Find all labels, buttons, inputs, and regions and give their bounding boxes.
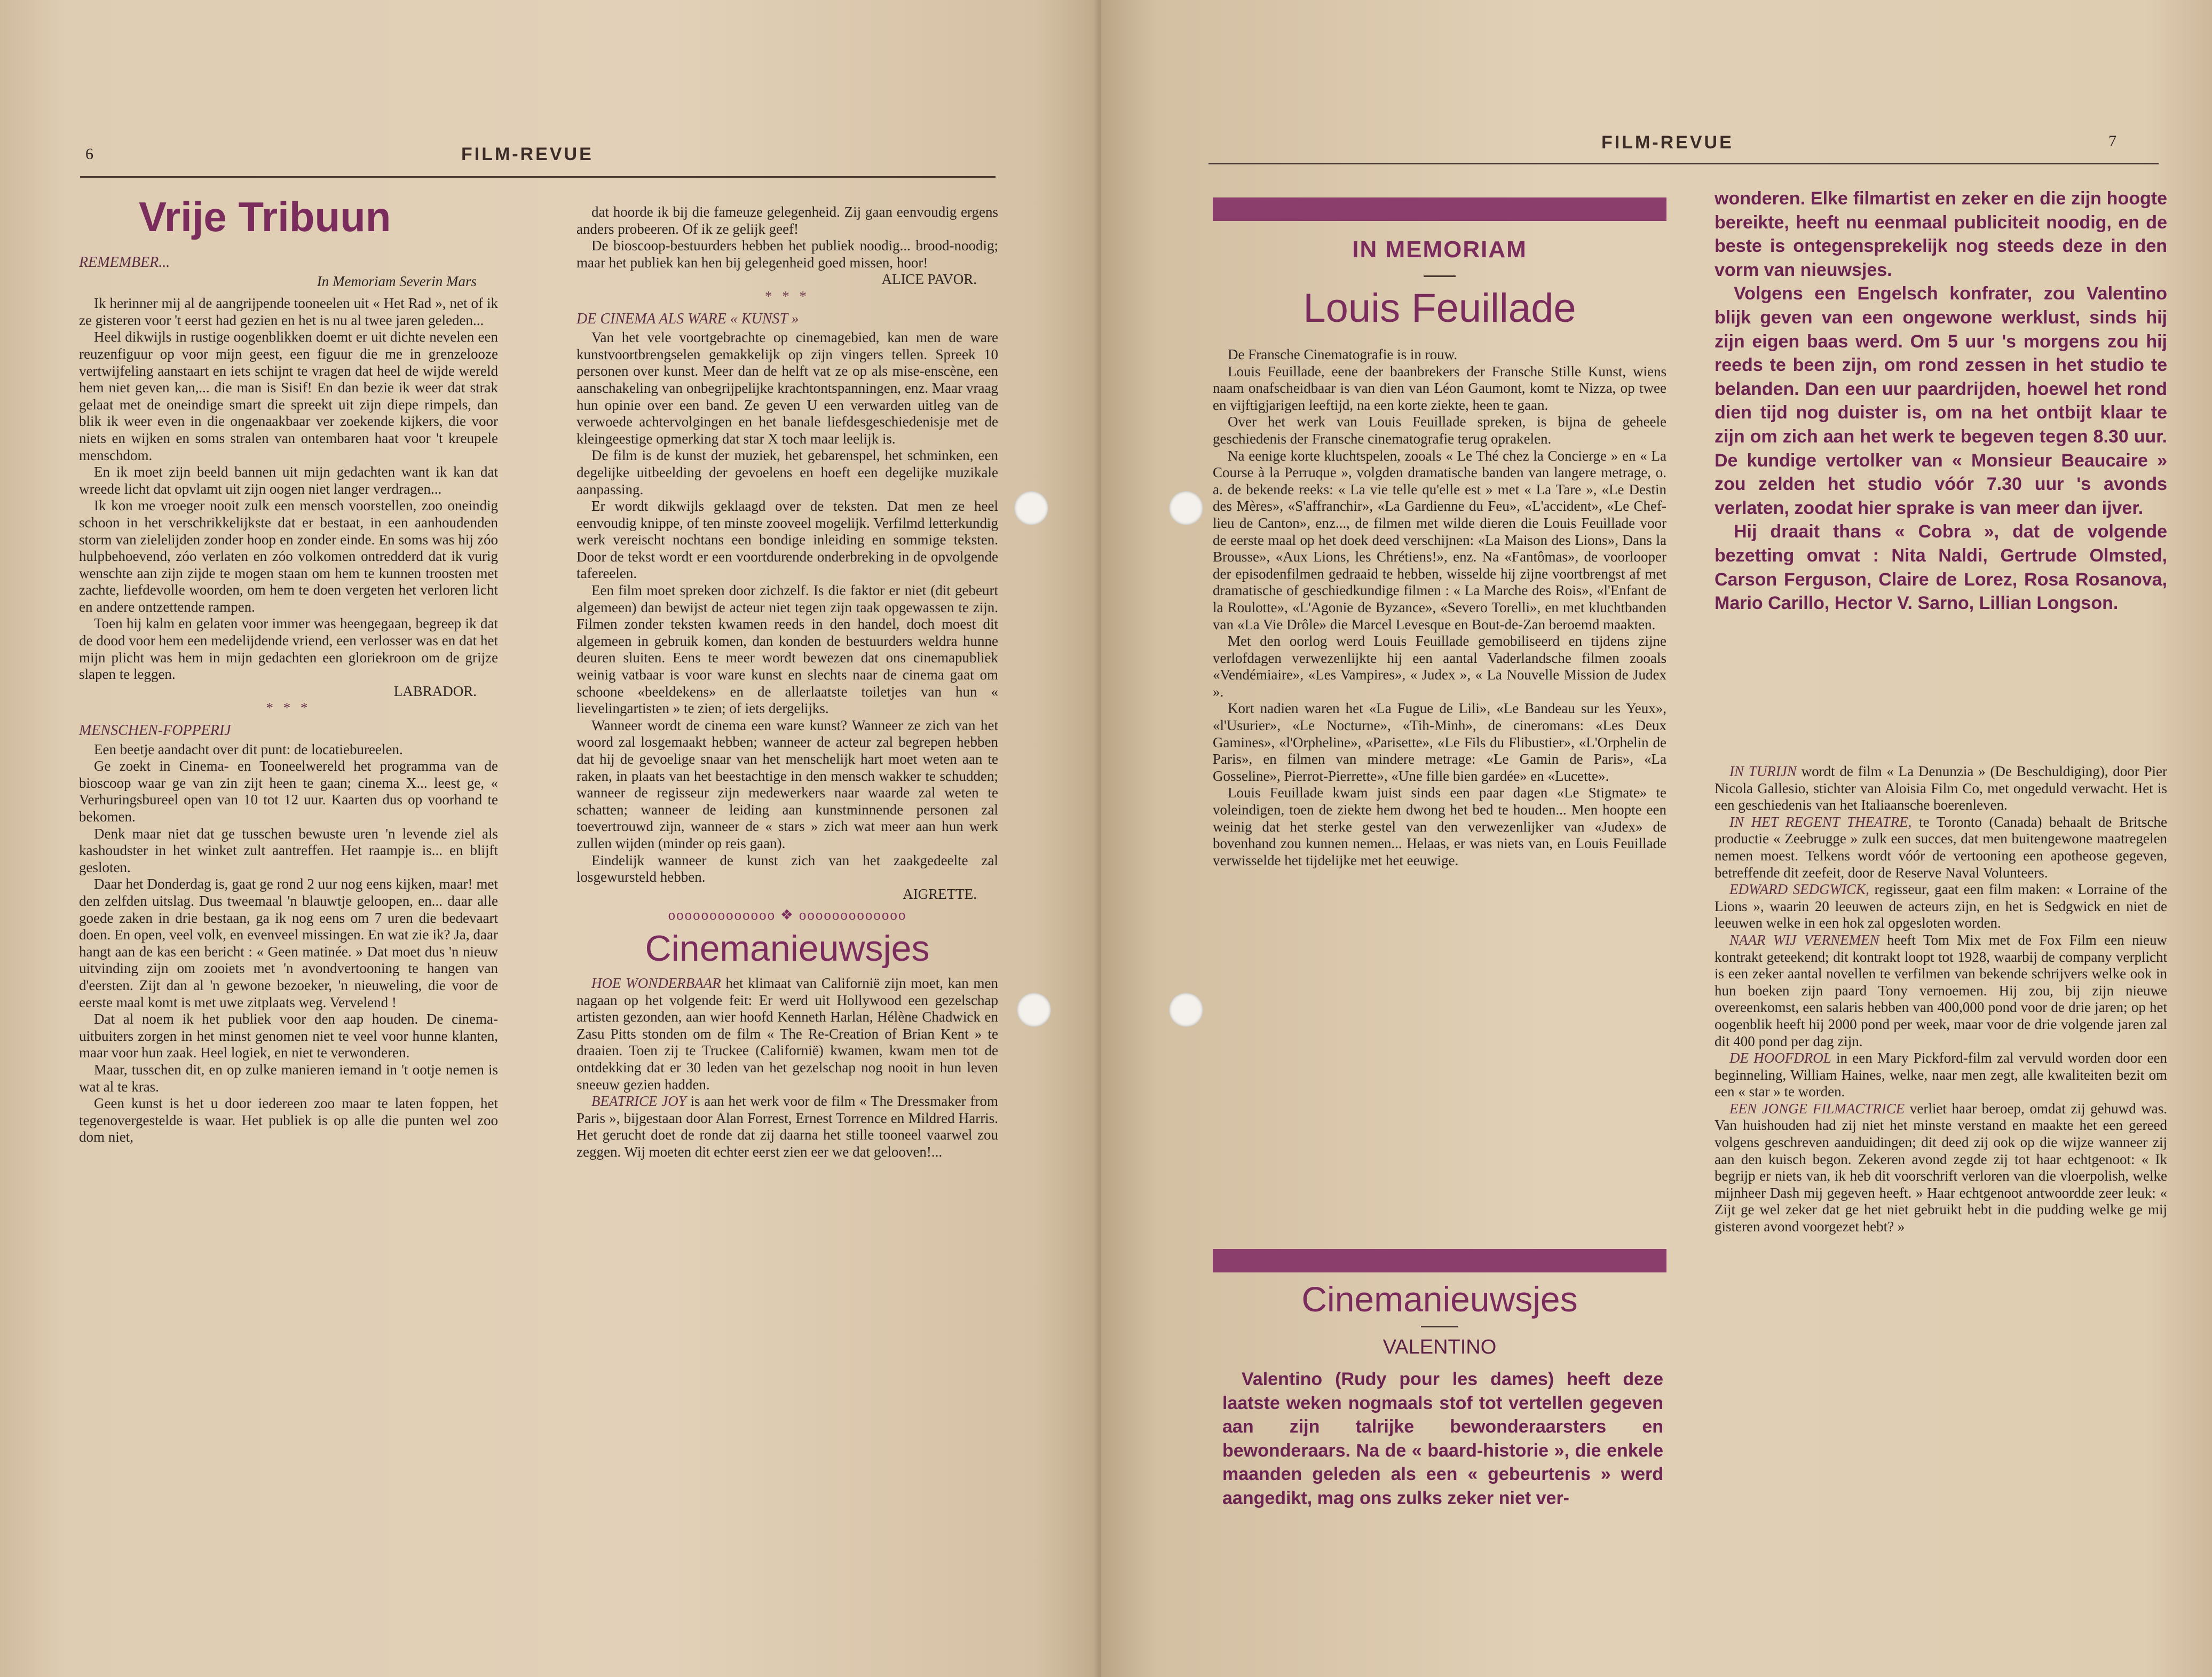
running-head: FILM-REVUE (461, 144, 594, 164)
page-number: 6 (85, 145, 93, 163)
binding-hole (1169, 993, 1203, 1027)
paragraph: Heel dikwijls in rustige oogenblikken doemt er uit dichte nevelen een reuzenfiguur op voor mijn geest, een figuur die me in grenzelooze vertwijfeling aanstaart en iets schijnt te vragen dat heel de wijde wereld hem niet geven kan,... die man is Sisif! En dan bezie ik weer dat strak gelaat met de oneindige smart die spreekt uit zijn diepe rimpels, dan blik ik weer even in die ongenaakbaar ver zoekende kijkers, die voor niets en wijken en soms stralen van ontembaren haat voor 't kreupele menschdom. (79, 329, 498, 463)
news-item (1715, 763, 2167, 814)
bold-paragraph: wonderen. Elke filmartist en zeker en die zijn hoogte bereikte, heeft nu eenmaal publiciteit noodig, en de beste is ontegensprekelijk nog steeds deze in den vorm van nieuwsjes. (1715, 188, 2167, 280)
paragraph: De film is de kunst der muziek, het gebarenspel, het schminken, een degelijke uitbeelding der gevoelens en hoeft een degelijke muzikale aanpassing. (576, 447, 998, 497)
memoriam-label: IN MEMORIAM (1352, 236, 1527, 263)
paragraph: Met den oorlog werd Louis Feuillade gemobiliseerd en tijdens zijne verlofdagen verwezenlijkte hij een aantal Vaderlandsche filmen zooals «Vendémiaire», «Les Vampires», « Judex », « La Nouvelle Mission de Judex ». (1213, 633, 1666, 700)
signature: LABRADOR. (393, 683, 477, 699)
right-column-bold (1715, 187, 2167, 615)
binding-hole (1014, 491, 1048, 525)
news-item (1715, 932, 2167, 1050)
left-column-1 (79, 192, 498, 1146)
paragraph: Eindelijk wanneer de kunst zich van het zaakgedeelte zal losgewursteld hebben. (576, 852, 998, 885)
news-item (1715, 1050, 2167, 1101)
decorative-bar (1213, 197, 1666, 221)
news-text: verliet haar beroep, omdat zij gehuwd was. Van huishouden had zij niet het minste verstand en maakte het een gereed volgens geschreven aanduidingen; dit deed zij ook op die wijze wanneer zij aan den kuisch begon. Zekeren avond zegde zij tot haar echtgenoot: « Ik begrijp er niets van, ik heb dit voorschrift verloren van die vloerpolish, welke mijnheer Dash mij gegeven heeft. » Haar echtgenoot antwoordde zeer leuk: « Zijt ge wel zeker dat ge het niet gebruikt hebt in die pudding welke ge mij gisteren avond voorgezet hebt? » (1715, 1100, 2168, 1235)
news-item (1715, 881, 2167, 932)
news-text: wordt de film « La Denunzia » (De Beschuldiging), door Pier Nicola Gallesio, stichter van Aloisia Film Co, met ongeduld verwacht. Het is een geschiedenis van het Italiaansche boerenleven. (1715, 763, 2167, 813)
paragraph: En ik moet zijn beeld bannen uit mijn gedachten want ik kan dat wreede licht dat opvlamt uit zijn oogen niet langer verdragen... (79, 464, 498, 497)
valentino-intro (1222, 1367, 1663, 1510)
running-head: FILM-REVUE (1601, 132, 1734, 153)
news-lead: IN TURIJN (1729, 763, 1797, 779)
paragraph: Van het vele voortgebrachte op cinemagebied, kan men de ware kunstvoortbrengselen gemakkelijk op zijn vingers tellen. Spreek 10 personen over kunst. Meer dan de helft vat ze op als mise-enscène, een aanschakeling van onbegrijpelijke krachtontspanningen, enz. Maar vraag hun opinie over een band. Ze geven U een verwarden uitleg van de verwoede achtervolgingen en het banale liefdesgeschiedenisje met de kleingeestige opmerking dat star X toch maar leelijk is. (576, 329, 998, 447)
news-lead: DE HOOFDROL (1729, 1050, 1831, 1066)
section-heading: DE CINEMA ALS WARE « KUNST » (576, 310, 799, 327)
paragraph: Dat al noem ik het publiek voor den aap houden. De cinema-uitbuiters zorgen in het minst genomen niet te veel voor hunne klanten, maar voor hun zaak. Heel logiek, en niet te verwonderen. (79, 1011, 498, 1061)
news-lead: EEN JONGE FILMACTRICE (1729, 1100, 1905, 1117)
paragraph: De bioscoop-bestuurders hebben het publiek noodig... brood-noodig; maar het publiek kan hen bij gelegenheid goed missen, hoor! (576, 238, 998, 271)
news-item (1715, 814, 2167, 881)
paragraph: Er wordt dikwijls geklaagd over de teksten. Dat men ze heel eenvoudig knippe, of ten minste zooveel mogelijk. Verfilmd letterkundig werk vereischt nochtans een bondige inleiding en sommige teksten. Door de tekst wordt er een voortdurende onderbreking in de opvolgende tafereelen. (576, 498, 998, 582)
section-subtitle: In Memoriam Severin Mars (317, 273, 477, 289)
paragraph: Over het werk van Louis Feuillade spreken, is bijna de geheele geschiedenis der Fransche cinematografie terug oprakelen. (1213, 414, 1666, 447)
news-item (576, 1093, 998, 1160)
memoriam-column (1213, 235, 1666, 869)
news-item (1715, 1101, 2167, 1236)
bold-paragraph: Hij draait thans « Cobra », dat de volgende bezetting omvat : Nita Naldi, Gertrude Olmsted, Carson Ferguson, Claire de Lorez, Rosa Rosanova, Mario Carillo, Hector V. Sarno, Lillian Longson. (1715, 521, 2167, 614)
article-title: Vrije Tribuun (139, 193, 391, 240)
paragraph: Ik kon me vroeger nooit zulk een mensch voorstellen, zoo oneindig schoon in het verschrikkelijkste dat er bestaat, in een aanhoudenden storm van zielelijden zonder hoop en zonder einde. En soms was hij zóo hulpbehoevend, zóo verlaten en zóo volkomen ontredderd dat ik vurig wenschte aan zijn zijde te mogen staan om hem te kunnen troosten met zachte, liefdevolle woorden, om hem te doen vergeten het verloren licht en andere ontzettende rampen. (79, 497, 498, 615)
section-title: Cinemanieuwsjes (1301, 1279, 1578, 1319)
right-page (1101, 0, 2212, 1677)
valentino-heading: VALENTINO (1382, 1336, 1497, 1358)
paragraph: Geen kunst is het u door iedereen zoo maar te laten foppen, het tegenovergestelde is waar. Het publiek is op alle die punten wel zoo dom niet, (79, 1095, 498, 1145)
paragraph: Ge zoekt in Cinema- en Tooneelwereld het programma van de bioscoop waar ge van zin zijt heen te gaan; cinema X... leest ge, « Verhuringsbureel open van 10 tot 12 uur. Kaarten dus op voorhand te bekomen. (79, 758, 498, 825)
news-item (576, 975, 998, 1093)
paragraph: Wanneer wordt de cinema een ware kunst? Wanneer ze zich van het woord zal losgemaakt hebben; wanneer de acteur zal begrepen hebben dat hij de gevoelige snaar van het menschelijk hart moet weten aan te raken, in plaats van het beestachtige in den mensch wakker te schudden; wanneer de regisseur zijn medewerkers naar waarde zal weten te schatten; wanneer de leiding aan kunstminnende personen zal toevertrouwd zijn, wanneer de « stars » zich wat meer aan hun werk zullen wijden (minder op reis gaan). (576, 717, 998, 851)
page-number: 7 (2108, 132, 2116, 150)
paragraph: dat hoorde ik bij die fameuze gelegenheid. Zij gaan eenvoudig ergens anders probeeren. Of ik ze gelijk geef! (576, 204, 998, 237)
paragraph: Daar het Donderdag is, gaat ge rond 2 uur nog eens kijken, maar! met den zelfden uitslag. Dus tweemaal 'n blauwtje geloopen, en... daar alle goede zaken in drie bestaan, ga ik nog eens om 7 uren die bedevaart doen. En open, veel volk, en evenveel missingen. En wat zie ik? Ja, daar hangt aan de kas een bericht : « Geen matinée. » Dat moet dus 'n nieuw uitvinding zijn om zooiets met 'n avondvertooning te hangen van d'eersten. Zijt dan al 'n gewone bezoeker, 'n nieuweling, die voor de eerste maal komt is met uwe zitplaats weg. Vervelend ! (79, 876, 498, 1010)
section-title: Cinemanieuwsjes (645, 928, 930, 969)
signature: ALICE PAVOR. (881, 271, 977, 288)
small-rule (1421, 1326, 1458, 1327)
news-text: in een Mary Pickford-film zal vervuld worden door een beginneling, William Haines, welke, naar men zegt, alle kwaliteiten bezit om een « star » te worden. (1715, 1050, 2167, 1100)
paragraph: Maar, tusschen dit, en op zulke manieren iemand in 't ootje nemen is wat al te kras. (79, 1061, 498, 1095)
paragraph: Een beetje aandacht over dit punt: de locatiebureelen. (94, 741, 403, 757)
paragraph: Louis Feuillade kwam juist sinds een paar dagen «Le Stigmate» te voleindigen, toen de ziekte hem dwong het bed te houden... Men hoopte een weinig dat het sterke gestel van den verwezenlijker van «Judex» de bovenhand zou kunnen nemen... Helaas, er was niets van, en Louis Feuillade verwisselde het tijdelijke met het eeuwige. (1213, 785, 1666, 868)
news-text: is aan het werk voor de film « The Dressmaker from Paris », bijgestaan door Alan Forrest, Ernest Torrence en Mildred Harris. Het gerucht doet de ronde dat zij daarna het stille tooneel vaarwel zou zeggen. Wij moeten dit echter eerst zien eer we dat gelooven!... (576, 1093, 998, 1160)
paragraph: De Fransche Cinematografie is in rouw. (1228, 346, 1458, 362)
news-text: heeft Tom Mix met de Fox Film een nieuw kontrakt geteekend; dit kontrakt loopt tot 1928, waarbij de company verplicht is een zeker aantal novellen te verfilmen van bekende schrijvers welke ook in hun boeken zijn paard Tony vernoemen. Hij zou, bij zijn nieuwe overeenkomst, een salaris hebben van 400,000 pond voor de drie jaren; op het oogenblik heeft hij 2000 pond per week, maar voor de drie volgende jaren zal dit 400 pond per dag zijn. (1715, 931, 2167, 1049)
header-rule (1208, 163, 2159, 164)
section-heading: REMEMBER... (79, 254, 170, 271)
left-column-2 (576, 204, 998, 1160)
decorative-bar (1213, 1249, 1666, 1272)
paragraph: Na eenige korte kluchtspelen, zooals « Le Thé chez la Concierge » en « La Course à la Perruque », volgden dramatische banden van langere metrage, o. a. de bekende reeks: « La vie telle qu'elle est » met « La Tare », «Le Destin des Mères», «S'affranchir», «La Gardienne du Feu», «L'accident», «Le Chef-lieu de Canton», enz..., de filmen met wilde dieren die Louis Feuillade voor de eerste maal op het doek deed verschijnen: «La Maison des Lions», Dans la Brousse», «Aux Lions, les Chrétiens!», enz. Na «Fantômas», de voorlooper der episodenfilmen gedraaid te hebben, wisselde hij zijne voortbrengst af met dramatische of geschiedkundige filmen : « La Marche des Rois», «l'Enfant de la Roulotte», «L'Agonie de Byzance», «Severo Torelli», en met kluchtbanden van «La Vie Drôle» die Marcel Levesque en Bout-de-Zan beroemd maakten. (1213, 447, 1666, 632)
news-text: regisseur, gaat een film maken: « Lorraine of the Lions », waarin 20 leeuwen de acteurs zijn, en het is Sedgwick en niet de leeuwen welke in een hok zal opgesloten worden. (1715, 881, 2167, 931)
section-heading: MENSCHEN-FOPPERIJ (79, 722, 231, 739)
paragraph: Kort nadien waren het «La Fugue de Lili», «Le Bandeau sur les Yeux», «l'Usurier», «Le Nocturne», «Tih-Minh», de cineromans: «Les Deux Gamines», «l'Orpheline», «Parisette», «Le Fils du Flibustier», «L'Orphelin de Paris», en filmen van mindere metrage: «Le Gamin de Paris», «La Gosseline», Pierrot-Pierrette», «Une fille bien gardée» en «Lucette». (1213, 700, 1666, 784)
binding-hole (1169, 491, 1203, 525)
signature: AIGRETTE. (903, 885, 977, 902)
paragraph: Denk maar niet dat ge tusschen bewuste uren 'n levende ziel als kashoudster in het winket zult aantreffen. Het raampje is... en blijft gesloten. (79, 825, 498, 875)
paragraph: Toen hij kalm en gelaten voor immer was heengegaan, begreep ik dat de dood voor hem een medelijdende vriend, een verlosser was en dat het mijn plicht was hem in mijn gedachten een gloriekroon om de grijze slapen te leggen. (79, 615, 498, 683)
bold-paragraph: Valentino (Rudy pour les dames) heeft deze laatste weken nogmaals stof tot vertellen gegeven aan zijn talrijke bewonderaarsters en bewonderaars. Na de « baard-historie », die enkele maanden geleden als een « gebeurtenis » werd aangedikt, mag ons zulks zeker niet ver- (1222, 1369, 1663, 1508)
separator-stars: * * * (765, 288, 810, 304)
paragraph: Louis Feuillade, eene der baanbrekers der Fransche Stille Kunst, wiens naam onafscheidbaar is van dien van Léon Gaumont, komt te Nizza, op twee en vijftigjarigen leeftijd, na een korte ziekte, heen te gaan. (1213, 363, 1666, 413)
news-text: het klimaat van Californië zijn moet, kan men nagaan op het volgende feit: Er werd uit Hollywood een gezelschap artisten gezonden, aan wier hoofd Kenneth Harlan, Hélène Chadwick en Zasu Pitts stonden om de film « The Re-Creation of Brian Kent » te draaien. Toen zij te Truckee (Californië) kwamen, kwam men tot de ontdekking dat er 30 leden van het gezelschap nog nooit in hun leven sneeuw gezien hadden. (576, 975, 998, 1093)
news-lead: NAAR WIJ VERNEMEN (1729, 931, 1879, 948)
memoriam-title: Louis Feuillade (1303, 286, 1576, 331)
paragraph: Ik herinner mij al de aangrijpende tooneelen uit « Het Rad », net of ik ze gisteren voor 't eerst had gezien en het is nu al twee jaren geleden... (79, 295, 498, 328)
news-lead: IN HET REGENT THEATRE, (1729, 813, 1912, 830)
right-column-news (1715, 763, 2167, 1236)
left-page (0, 0, 1101, 1677)
binding-hole (1017, 993, 1051, 1027)
news-lead: BEATRICE JOY (591, 1093, 686, 1110)
bold-paragraph: Volgens een Engelsch konfrater, zou Valentino blijk geven van een ongewone werklust, sinds hij zijn eigen baas werd. Om 5 uur 's morgens zou hij reeds te been zijn, om rond zessen in het studio te belanden. Dan een uur paardrijden, hoewel het rond dien tijd nog duister is, om na het ontbijt klaar te zijn om zich aan het werk te begeven tegen 8.30 uur. De kundige vertolker van « Monsieur Beaucaire » zou zelden het studio vóór 7.30 uur 's avonds verlaten, zoodat hier sprake is van meer dan ijver. (1715, 283, 2167, 518)
news-lead: EDWARD SEDGWICK, (1729, 881, 1869, 898)
small-rule (1424, 275, 1456, 277)
separator-stars: * * * (266, 700, 311, 716)
news-lead: HOE WONDERBAAR (591, 975, 721, 991)
paragraph: Een film moet spreken door zichzelf. Is die faktor er niet (dit gebeurt algemeen) dan bewijst de acteur niet tegen zijn taak opgewassen te zijn. Filmen zonder teksten kwamen reeds in den handel, doch moest dit algemeen in gebruik komen, dan konden de bestuurders weldra hunne deuren sluiten. Eens te meer wordt bewezen dat ons cinemapubliek weinig vatbaar is voor ware kunst en slechts naar de cinema gaat om schoone «beeldekens» en de allerlaatste toiletjes van hun « lievelingartisten » te zien; of iets dergelijks. (576, 582, 998, 717)
news-text: te Toronto (Canada) behaalt de Britsche productie « Zeebrugge » zulk een succes, dat men buitengewone maatregelen nemen moest. Telkens wordt vóór de vertooning een apotheose gegeven, betreffende dit zeefeit, door de Reserve Naval Volunteers. (1715, 813, 2167, 881)
ornament-rule: ooooooooooooo ❖ ooooooooooooo (668, 907, 907, 923)
header-rule (80, 176, 996, 178)
